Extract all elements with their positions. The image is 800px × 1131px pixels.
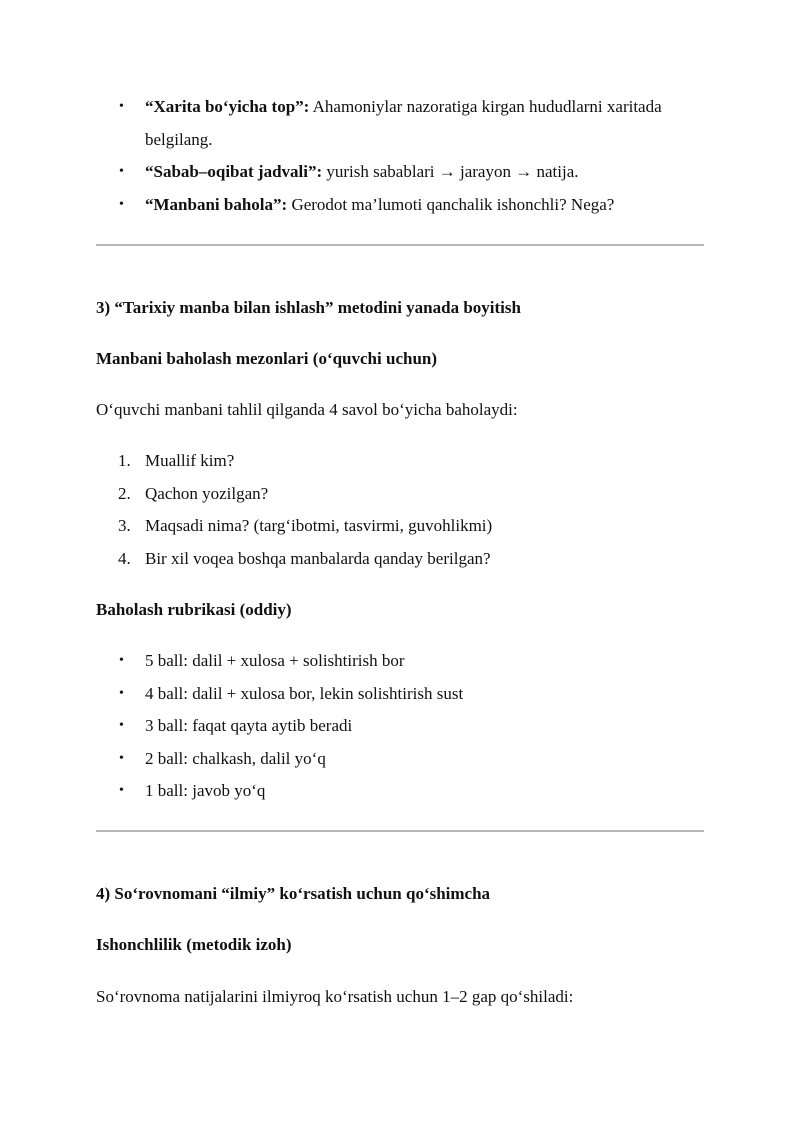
section3-intro: O‘quvchi manbani tahlil qilganda 4 savol bo‘yicha baholaydi: xyxy=(96,400,518,419)
section3-subtitle: Manbani baholash mezonlari (o‘quvchi uchun) xyxy=(96,349,438,368)
list-item xyxy=(96,91,704,156)
list-item: • 1 ball: javob yo‘q xyxy=(96,775,704,808)
question-list xyxy=(96,445,704,575)
list-item xyxy=(96,156,704,189)
list-item: • 3 ball: faqat qayta aytib beradi xyxy=(96,710,704,743)
section-divider xyxy=(96,244,704,246)
task-text: Ahamoniylar nazoratiga kirgan hududlarni xaritada belgilang. xyxy=(145,97,662,149)
list-item xyxy=(96,543,704,576)
question-text: Qachon yozilgan? xyxy=(145,483,269,503)
task-label: “Sabab–oqibat jadvali”: xyxy=(145,162,323,181)
rubric-title: Baholash rubrikasi (oddiy) xyxy=(96,600,292,619)
list-item xyxy=(96,445,704,478)
task-text: yurish sabablari → jarayon → natija. xyxy=(322,162,579,181)
list-number: 3. xyxy=(118,516,131,535)
task-label: “Xarita bo‘yicha top”: xyxy=(145,97,310,116)
section-divider xyxy=(96,830,704,832)
section3-title: 3) “Tarixiy manba bilan ishlash” metodini yanada boyitish xyxy=(96,298,521,317)
task-label: “Manbani bahola”: xyxy=(145,194,288,214)
list-item xyxy=(96,510,704,543)
rubric-list xyxy=(96,645,704,808)
section4-intro: So‘rovnoma natijalarini ilmiyroq ko‘rsatish uchun 1–2 gap qo‘shiladi: xyxy=(96,987,574,1006)
question-text: Bir xil voqea boshqa manbalarda qanday berilgan? xyxy=(145,548,491,568)
task-text: Gerodot ma’lumoti qanchalik ishonchli? Nega? xyxy=(287,194,615,214)
list-item xyxy=(96,189,704,222)
list-item: • 5 ball: dalil + xulosa + solishtirish bor xyxy=(96,645,704,678)
section4-subtitle: Ishonchlilik (metodik izoh) xyxy=(96,935,292,954)
list-item: • 4 ball: dalil + xulosa bor, lekin solishtirish sust xyxy=(96,678,704,711)
list-item: • 2 ball: chalkash, dalil yo‘q xyxy=(96,743,704,776)
list-number: 4. xyxy=(118,548,131,568)
question-text: Muallif kim? xyxy=(145,451,235,470)
intro-task-list xyxy=(96,91,704,221)
list-item xyxy=(96,478,704,511)
section4-title: 4) So‘rovnomani “ilmiy” ko‘rsatish uchun qo‘shimcha xyxy=(96,884,491,903)
list-number: 2. xyxy=(118,483,131,503)
question-text: Maqsadi nima? (targ‘ibotmi, tasvirmi, guvohlikmi) xyxy=(145,516,493,535)
list-number: 1. xyxy=(118,451,131,470)
